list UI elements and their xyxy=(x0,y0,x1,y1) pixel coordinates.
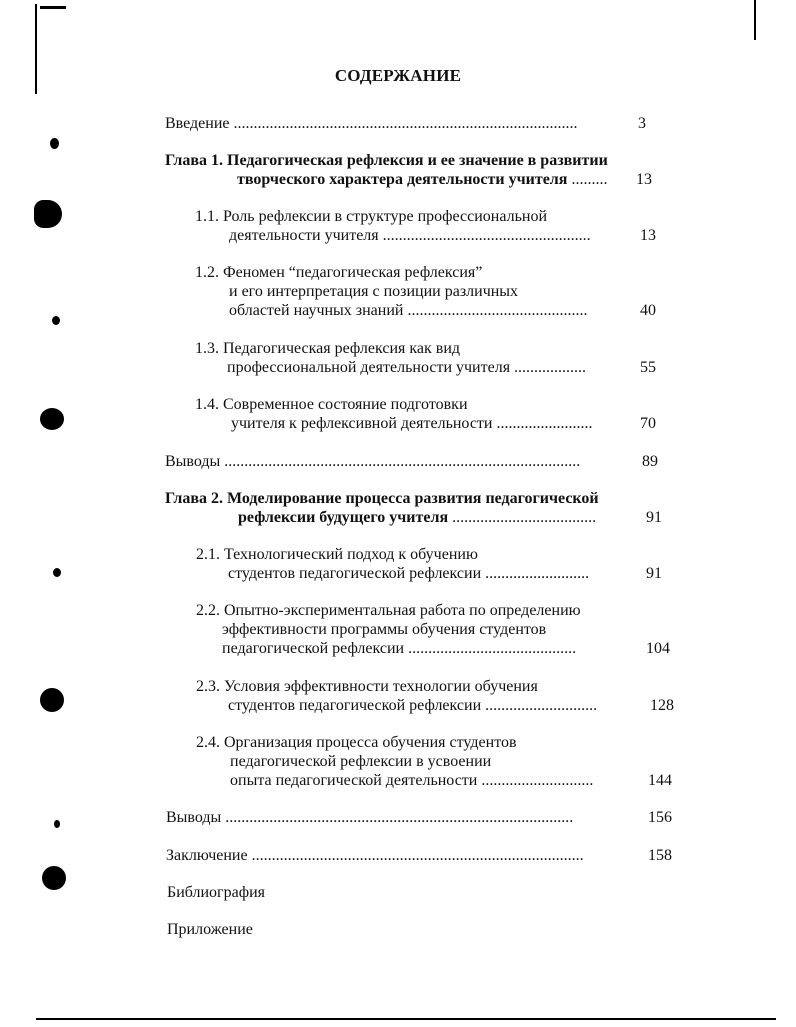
punch-hole-mark xyxy=(40,688,64,712)
toc-leader-dots: ......................................................................................... xyxy=(224,453,581,470)
toc-section-1-3-cont xyxy=(227,358,586,377)
toc-entry-label: 2.1. Технологический подход к обучению xyxy=(196,546,478,563)
toc-section-2-2-cont xyxy=(222,620,546,639)
toc-entry-bibliography xyxy=(167,883,265,902)
toc-chapter-1 xyxy=(165,151,608,170)
toc-entry-label: Приложение xyxy=(167,921,253,938)
toc-section-1-1-cont xyxy=(229,226,591,245)
toc-entry-label: педагогической рефлексии в усвоении xyxy=(230,753,492,770)
toc-leader-dots: ............................ xyxy=(485,697,598,714)
toc-section-1-2 xyxy=(195,263,482,282)
toc-entry-label: Выводы xyxy=(165,453,221,470)
toc-leader-dots: ............................................. xyxy=(407,302,588,319)
toc-entry-label: и его интерпретация с позиции различных xyxy=(229,283,519,300)
toc-entry-intro xyxy=(165,114,578,133)
toc-page-number: 55 xyxy=(640,359,656,376)
toc-entry-label: творческого характера деятельности учителя xyxy=(237,171,568,188)
toc-leader-dots: .................. xyxy=(514,359,587,376)
toc-page-number: 91 xyxy=(646,509,662,526)
toc-entry-label: студентов педагогической рефлексии xyxy=(228,697,482,714)
toc-entry-label: Библиография xyxy=(167,884,265,901)
punch-hole-mark xyxy=(54,820,60,828)
toc-section-2-4-cont xyxy=(230,752,491,771)
toc-page-number: 13 xyxy=(636,171,652,188)
punch-hole-mark xyxy=(52,316,60,325)
toc-entry-label: профессиональной деятельности учителя xyxy=(227,359,511,376)
punch-hole-mark xyxy=(50,138,59,149)
toc-entry-label: педагогической рефлексии xyxy=(222,640,405,657)
toc-entry-label: областей научных знаний xyxy=(229,302,404,319)
toc-leader-dots: .................................... xyxy=(452,509,597,526)
punch-hole-mark xyxy=(34,200,62,228)
toc-section-1-1 xyxy=(195,207,547,226)
toc-section-2-4-cont xyxy=(230,771,593,790)
toc-leader-dots: ............................ xyxy=(481,772,594,789)
scan-right-line xyxy=(754,0,756,40)
toc-entry-label: 2.4. Организация процесса обучения студентов xyxy=(196,734,517,751)
toc-entry-conclusions-1 xyxy=(165,452,580,471)
toc-entry-label: эффективности программы обучения студентов xyxy=(222,621,547,638)
toc-page-number: 70 xyxy=(640,415,656,432)
toc-leader-dots: .................................................... xyxy=(382,227,591,244)
toc-leader-dots: ........................ xyxy=(496,415,593,432)
toc-entry-label: Глава 2. Моделирование процесса развития педагогической xyxy=(165,490,599,507)
toc-section-2-3 xyxy=(196,677,538,696)
toc-page-number: 104 xyxy=(646,640,670,657)
toc-chapter-2 xyxy=(165,489,599,508)
toc-section-2-2-cont xyxy=(222,639,576,658)
scan-edge-mark xyxy=(40,6,66,9)
punch-hole-mark xyxy=(53,568,61,577)
toc-page-number: 13 xyxy=(640,227,656,244)
toc-section-1-2-cont xyxy=(229,282,518,301)
toc-leader-dots: .......................... xyxy=(485,565,590,582)
punch-hole-mark xyxy=(42,866,66,890)
toc-entry-label: 2.3. Условия эффективности технологии обучения xyxy=(196,678,538,695)
toc-entry-label: 2.2. Опытно-экспериментальная работа по определению xyxy=(196,602,581,619)
toc-page-number: 158 xyxy=(648,847,672,864)
toc-entry-label: Выводы xyxy=(166,809,222,826)
toc-entry-label: 1.2. Феномен “педагогическая рефлексия” xyxy=(195,264,483,281)
toc-section-1-2-cont xyxy=(229,301,587,320)
toc-section-1-4-cont xyxy=(231,414,592,433)
toc-entry-label: рефлексии будущего учителя xyxy=(238,509,449,526)
toc-page-number: 91 xyxy=(646,565,662,582)
toc-section-2-2 xyxy=(196,601,581,620)
toc-section-1-4 xyxy=(195,395,468,414)
toc-entry-appendix xyxy=(167,920,253,939)
toc-entry-conclusions-2 xyxy=(166,808,573,827)
toc-entry-label: Введение xyxy=(165,115,230,132)
toc-leader-dots: ....................................................................................... xyxy=(225,809,574,826)
toc-entry-label: Глава 1. Педагогическая рефлексия и ее значение в развитии xyxy=(165,152,608,169)
toc-entry-label: опыта педагогической деятельности xyxy=(230,772,478,789)
toc-page-number: 40 xyxy=(640,302,656,319)
toc-section-2-4 xyxy=(196,733,517,752)
toc-section-2-1-cont xyxy=(228,564,589,583)
toc-leader-dots: .......................................... xyxy=(408,640,577,657)
toc-leader-dots: ...................................................................................... xyxy=(233,115,578,132)
toc-entry-label: деятельности учителя xyxy=(229,227,379,244)
punch-hole-mark xyxy=(40,408,64,430)
toc-section-2-3-cont xyxy=(228,696,597,715)
toc-chapter-2-cont xyxy=(238,508,596,527)
toc-chapter-1-cont xyxy=(237,170,607,189)
toc-leader-dots: ................................................................................... xyxy=(251,847,584,864)
toc-leader-dots: ......... xyxy=(571,171,608,188)
toc-page-number: 128 xyxy=(650,697,674,714)
toc-entry-label: учителя к рефлексивной деятельности xyxy=(231,415,493,432)
toc-section-1-3 xyxy=(195,339,460,358)
toc-entry-label: 1.3. Педагогическая рефлексия как вид xyxy=(195,340,461,357)
toc-entry-label: студентов педагогической рефлексии xyxy=(228,565,482,582)
toc-page-number: 3 xyxy=(638,115,646,132)
toc-page-number: 89 xyxy=(642,453,658,470)
toc-entry-label: Заключение xyxy=(166,847,248,864)
toc-entry-label: 1.1. Роль рефлексии в структуре профессиональной xyxy=(195,208,548,225)
toc-entry-conclusion xyxy=(166,846,584,865)
toc-page-number: 144 xyxy=(648,772,672,789)
page-title: СОДЕРЖАНИЕ xyxy=(334,66,462,85)
scan-bottom-line xyxy=(36,1018,776,1020)
toc-page-number: 156 xyxy=(648,809,672,826)
toc-entry-label: 1.4. Современное состояние подготовки xyxy=(195,396,468,413)
toc-section-2-1 xyxy=(196,545,478,564)
